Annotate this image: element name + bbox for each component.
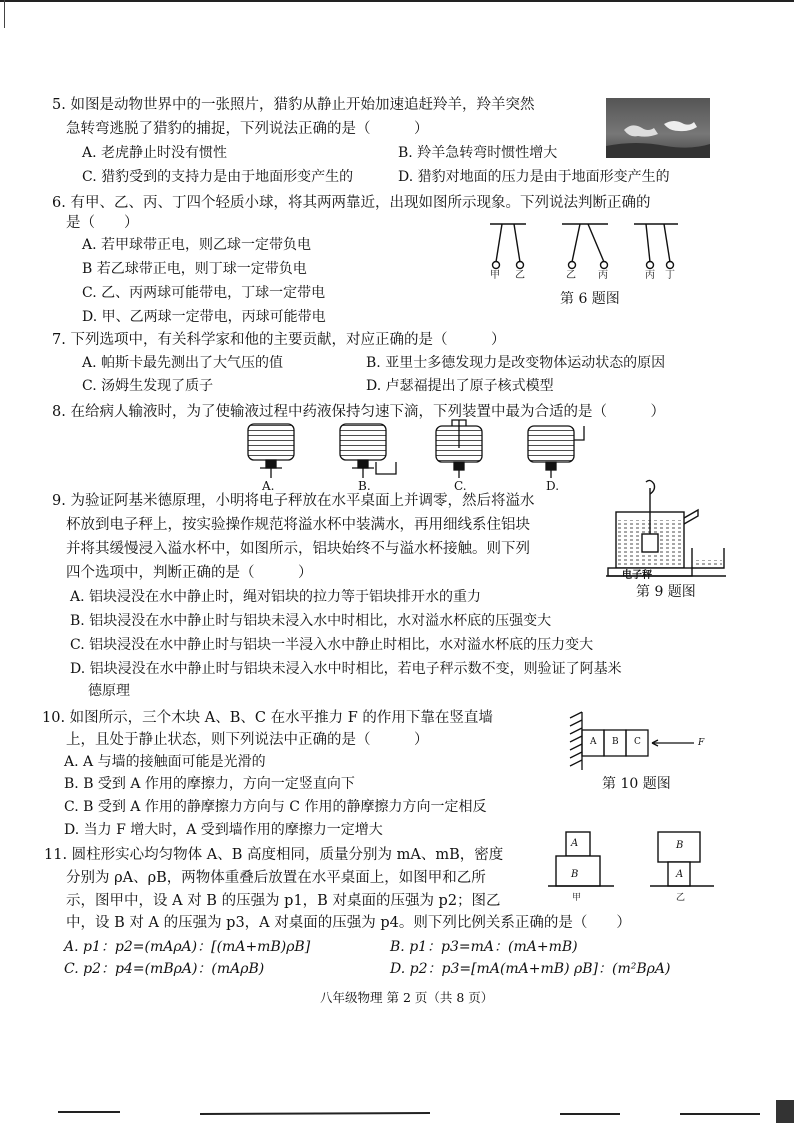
q11-option-c: C. p2：p4=(mBρA)：(mAρB) xyxy=(64,961,265,977)
q6-option-b: B 若乙球带正电，则丁球一定带负电 xyxy=(82,261,307,277)
q8-label-a: A. xyxy=(262,479,275,493)
q9-figure-overflow-cup xyxy=(606,478,734,578)
q11-option-d: D. p2：p3=[mA(mA+mB) ρB]：(m²BρA) xyxy=(390,961,671,977)
q5-option-b: B. 羚羊急转弯时惯性增大 xyxy=(398,145,558,161)
q5-option-a: A. 老虎静止时没有惯性 xyxy=(82,145,228,161)
q9-scale-label: 电子秤 xyxy=(622,570,652,581)
q9-option-c: C. 铝块浸没在水中静止时与铝块一半浸入水中静止时相比，水对溢水杯底的压力变大 xyxy=(70,637,594,653)
q8-label-c: C. xyxy=(454,479,467,493)
q8-label-d: D. xyxy=(546,479,560,493)
q11-yi-caption: 乙 xyxy=(676,893,686,903)
q11-yi-bottom-label: A xyxy=(676,869,684,880)
q6-ball-label: 丁 xyxy=(665,270,675,281)
q9-option-d-line1: D. 铝块浸没在水中静止时与铝块未浸入水中时相比，若电子秤示数不变，则验证了阿基米 xyxy=(70,661,622,677)
q11-option-a: A. p1：p2=(mAρA)：[(mA+mB)ρB] xyxy=(64,939,311,955)
q5-option-d: D. 猎豹对地面的压力是由于地面形变产生的 xyxy=(398,169,670,185)
q11-jia-caption: 甲 xyxy=(572,893,582,903)
q9-stem-line1: 9. 为验证阿基米德原理，小明将电子秤放在水平桌面上并调零，然后将溢水 xyxy=(52,493,535,509)
q11-stem-line4: 中，设 B 对 A 的压强为 p3，A 对桌面的压强为 p4。则下列比例关系正确的是（ ） xyxy=(66,915,631,931)
q9-option-a: A. 铝块浸没在水中静止时，绳对铝块的拉力等于铝块排开水的重力 xyxy=(70,589,482,605)
q9-option-d-line2: 德原理 xyxy=(88,683,130,699)
q11-stem-line1: 11. 圆柱形实心均匀物体 A、B 高度相同，质量分别为 mA、mB，密度 xyxy=(44,847,504,863)
q6-option-d: D. 甲、乙两球一定带电，丙球可能带电 xyxy=(82,309,326,325)
q9-stem-line2: 杯放到电子秤上，按实验操作规范将溢水杯中装满水，再用细线系住铝块 xyxy=(66,517,530,533)
q10-force-label: F xyxy=(698,738,705,748)
q9-caption: 第 9 题图 xyxy=(636,584,696,600)
q10-option-c: C. B 受到 A 作用的静摩擦力方向与 C 作用的静摩擦力方向一定相反 xyxy=(64,799,487,815)
q6-ball-label: 丙 xyxy=(645,270,655,281)
scan-edge-left xyxy=(4,0,5,28)
q11-option-b: B. p1：p3=mA：(mA+mB) xyxy=(390,939,578,955)
scan-bottom-lines xyxy=(0,1100,794,1123)
q6-ball-label: 甲 xyxy=(490,270,500,281)
q6-option-c: C. 乙、丙两球可能带电，丁球一定带电 xyxy=(82,285,326,301)
q10-block-label-a: A xyxy=(590,737,597,747)
q5-photo-cheetah xyxy=(606,98,710,158)
q6-ball-label: 乙 xyxy=(566,270,576,281)
q5-stem-line2: 急转弯逃脱了猎豹的捕捉，下列说法正确的是（ ） xyxy=(66,121,429,137)
q9-option-b: B. 铝块浸没在水中静止时与铝块未浸入水中时相比，水对溢水杯底的压强变大 xyxy=(70,613,552,629)
q6-option-a: A. 若甲球带正电，则乙球一定带负电 xyxy=(82,237,312,253)
q6-stem-line1: 6. 有甲、乙、丙、丁四个轻质小球，将其两两靠近，出现如图所示现象。下列说法判断正确的 xyxy=(52,195,651,211)
q9-stem-line4: 四个选项中，判断正确的是（ ） xyxy=(66,565,313,581)
q8-label-b: B. xyxy=(358,479,371,493)
q10-stem-line2: 上，且处于静止状态，则下列说法中正确的是（ ） xyxy=(66,732,429,748)
q11-jia-bottom-label: B xyxy=(571,869,579,880)
q6-ball-label: 乙 xyxy=(515,270,525,281)
q11-jia-top-label: A xyxy=(571,838,579,849)
q7-option-b: B. 亚里士多德发现力是改变物体运动状态的原因 xyxy=(366,355,666,371)
q5-stem-line1: 5. 如图是动物世界中的一张照片，猎豹从静止开始加速追赶羚羊，羚羊突然 xyxy=(52,97,535,113)
q9-stem-line3: 并将其缓慢浸入溢水杯中，如图所示，铝块始终不与溢水杯接触。则下列 xyxy=(66,541,530,557)
q11-stem-line3: 示，图甲中，设 A 对 B 的压强为 p1，B 对桌面的压强为 p2；图乙 xyxy=(66,893,501,909)
q11-yi-top-label: B xyxy=(676,840,684,851)
q7-option-a: A. 帕斯卡最先测出了大气压的值 xyxy=(82,355,284,371)
q10-option-d: D. 当力 F 增大时，A 受到墙作用的摩擦力一定增大 xyxy=(64,822,383,838)
page-footer: 八年级物理 第 2 页（共 8 页） xyxy=(320,990,494,1005)
q8-stem: 8. 在给病人输液时，为了使输液过程中药液保持匀速下滴，下列装置中最为合适的是（ ） xyxy=(52,404,665,420)
q8-figure-iv-bottles xyxy=(240,418,590,482)
q10-caption: 第 10 题图 xyxy=(602,776,671,792)
q7-option-c: C. 汤姆生发现了质子 xyxy=(82,378,214,394)
q7-stem: 7. 下列选项中，有关科学家和他的主要贡献，对应正确的是（ ） xyxy=(52,332,506,348)
q10-block-label-c: C xyxy=(634,737,641,747)
q6-stem-line2: 是（ ） xyxy=(66,215,139,231)
q10-stem-line1: 10. 如图所示，三个木块 A、B、C 在水平推力 F 的作用下靠在竖直墙 xyxy=(42,710,493,726)
q11-stem-line2: 分别为 ρA、ρB，两物体重叠后放置在水平桌面上，如图甲和乙所 xyxy=(66,870,486,886)
q6-ball-label: 丙 xyxy=(598,270,608,281)
q6-caption: 第 6 题图 xyxy=(560,291,620,307)
scan-edge xyxy=(0,0,794,2)
q10-option-a: A. A 与墙的接触面可能是光滑的 xyxy=(64,754,266,770)
q5-option-c: C. 猎豹受到的支持力是由于地面形变产生的 xyxy=(82,169,354,185)
q7-option-d: D. 卢瑟福提出了原子核式模型 xyxy=(366,378,554,394)
q10-block-label-b: B xyxy=(612,737,619,747)
q10-option-b: B. B 受到 A 作用的摩擦力，方向一定竖直向下 xyxy=(64,776,355,792)
